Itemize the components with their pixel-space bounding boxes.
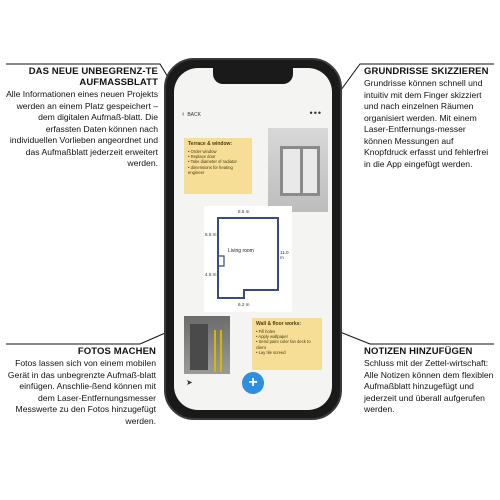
room-outline xyxy=(218,218,278,298)
note-terrace-window[interactable] xyxy=(184,138,252,194)
note-item: • Replace door xyxy=(188,154,248,159)
callout-unlimited-measurement-sheet xyxy=(6,66,158,170)
smartphone xyxy=(164,58,342,420)
bottom-toolbar xyxy=(174,370,332,410)
callout-text: Alle Informationen eines neuen Projekts werden an einem Platz gespeichert – dem digitalen Aufmaß-blatt. Die erfassten Daten können nach individuellen Vorlieben angeordnet und das Aufmaßblatt jederzeit erweitert werden. xyxy=(6,89,158,168)
note-item: • Fill holes xyxy=(256,329,318,334)
note-wall-floor[interactable] xyxy=(252,318,322,370)
callout-take-photos xyxy=(6,346,156,427)
note-title: Wall & floor works: xyxy=(256,321,302,327)
floor-plan-drawing xyxy=(204,206,292,312)
app-header xyxy=(174,108,332,126)
phone-notch xyxy=(213,68,293,84)
floor-plan[interactable] xyxy=(204,206,292,312)
dimension-bottom: 6.2 m xyxy=(238,302,250,307)
more-options-button[interactable]: ••• xyxy=(309,108,322,118)
callout-text: Fotos lassen sich von einem mobilen Gerät in das unbegrenzte Aufmaß-blatt einfügen. Anschlie-ßend können mit dem Laser-Entfernungsmesser Messwerte zu den Fotos hinzugefügt werden. xyxy=(7,358,156,426)
back-label: BACK xyxy=(187,111,201,118)
note-item: • Order window xyxy=(188,149,248,154)
ladder-image xyxy=(214,330,222,372)
dimension-left-upper: 5.5 m xyxy=(205,232,217,237)
add-button[interactable]: + xyxy=(242,372,264,394)
callout-sketch-floor-plans xyxy=(364,66,494,170)
dimension-top: 8.5 m xyxy=(238,209,250,214)
navigation-icon[interactable]: ➤ xyxy=(186,378,193,387)
note-item: • Lay tile screed xyxy=(256,350,318,355)
window-image xyxy=(280,146,320,196)
callout-add-notes xyxy=(364,346,494,416)
note-item: • Take diameter of radiator xyxy=(188,159,248,164)
room-label: Living room xyxy=(228,248,254,254)
photo-window[interactable] xyxy=(268,128,328,212)
door-image xyxy=(190,324,208,370)
dimension-right: 11.0 m xyxy=(280,250,289,260)
callout-title: FOTOS MACHEN xyxy=(77,346,156,357)
dimension-left-lower: 4.5 m xyxy=(205,272,217,277)
note-title: Terrace & window: xyxy=(188,141,233,147)
back-button[interactable] xyxy=(182,111,201,118)
callout-text: Schluss mit der Zettel-wirtschaft: Alle Notizen können dem flexiblen Aufmaßblatt hinzugefügt und jederzeit und überall aufgerufen werden. xyxy=(364,358,494,414)
chevron-left-icon: ‹ xyxy=(182,111,185,118)
note-item: • Apply wallpaper xyxy=(256,334,318,339)
callout-title: GRUNDRISSE SKIZZIEREN xyxy=(364,66,489,77)
callout-title: DAS NEUE UNBEGRENZ-TE AUFMASSBLATT xyxy=(28,66,158,88)
note-item: • dimensions for heating engineer xyxy=(188,165,248,175)
photo-room[interactable] xyxy=(184,316,230,374)
callout-title: NOTIZEN HINZUFÜGEN xyxy=(364,346,473,357)
app-screen xyxy=(174,68,332,410)
callout-text: Grundrisse können schnell und intuitiv mit dem Finger skizziert und nach einzelnen Räumen organisiert werden. Mit einem Laser-Entfernungs-messer können Messungen auf Knopfdruck erfasst und fehlerfrei in die App eingefügt werden. xyxy=(364,78,489,169)
note-item: • Send paint color fan deck to client xyxy=(256,339,318,349)
